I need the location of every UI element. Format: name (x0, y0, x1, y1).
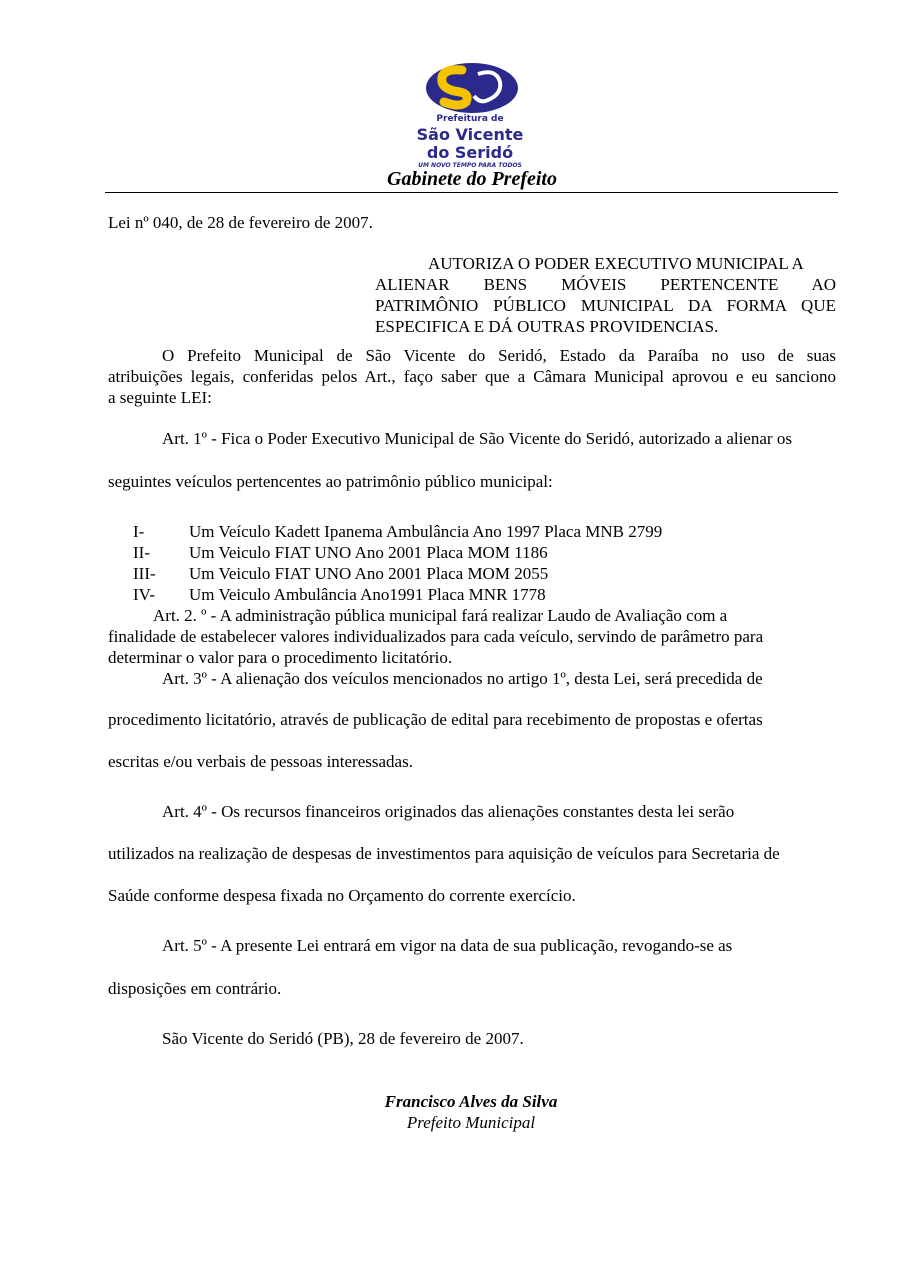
header-divider (105, 192, 838, 193)
ementa-line: AUTORIZA O PODER EXECUTIVO MUNICIPAL A (428, 254, 804, 273)
article-line: seguintes veículos pertencentes ao patrimônio público municipal: (108, 472, 553, 491)
article-line: Art. 3º - A alienação dos veículos mencionados no artigo 1º, desta Lei, será precedida de (162, 669, 763, 688)
logo-slogan: UM NOVO TEMPO PARA TODOS (418, 162, 522, 169)
article-line: Saúde conforme despesa fixada no Orçamento do corrente exercício. (108, 886, 576, 905)
list-item: Um Veiculo FIAT UNO Ano 2001 Placa MOM 2055 (189, 564, 549, 583)
logo-emblem-icon (370, 52, 570, 114)
list-numeral: II- (133, 543, 150, 562)
article-line: Art. 5º - A presente Lei entrará em vigor na data de sua publicação, revogando-se as (162, 936, 733, 955)
article-line: escritas e/ou verbais de pessoas interessadas. (108, 752, 413, 771)
place-date: São Vicente do Seridó (PB), 28 de fevereiro de 2007. (162, 1029, 524, 1048)
signatory-role: Prefeito Municipal (406, 1113, 536, 1132)
preamble-line: O Prefeito Municipal de São Vicente do Seridó, Estado da Paraíba no uso de suas (162, 346, 836, 365)
list-item: Um Veículo Kadett Ipanema Ambulância Ano 1997 Placa MNB 2799 (189, 522, 663, 541)
law-title: Lei nº 040, de 28 de fevereiro de 2007. (108, 213, 373, 232)
municipality-logo (370, 52, 570, 169)
logo-line1: Prefeitura de (436, 114, 504, 124)
article-line: Art. 4º - Os recursos financeiros originados das alienações constantes desta lei serão (162, 802, 735, 821)
article-line: utilizados na realização de despesas de investimentos para aquisição de veículos para Secretaria de (108, 844, 780, 863)
list-numeral: IV- (133, 585, 156, 604)
signatory-name: Francisco Alves da Silva (384, 1092, 558, 1111)
list-numeral: III- (133, 564, 156, 583)
list-numeral: I- (133, 522, 145, 541)
ementa-line: ALIENAR BENS MÓVEIS PERTENCENTE AO (375, 275, 836, 294)
article-line: procedimento licitatório, através de publicação de edital para recebimento de propostas e ofertas (108, 710, 763, 729)
logo-line3: do Seridó (426, 143, 514, 162)
ementa-line: PATRIMÔNIO PÚBLICO MUNICIPAL DA FORMA QUE (375, 296, 836, 315)
article-line: Art. 2. º - A administração pública municipal fará realizar Laudo de Avaliação com a (153, 606, 728, 625)
logo-line2: São Vicente (416, 125, 524, 144)
office-heading: Gabinete do Prefeito (387, 168, 557, 190)
article-line: Art. 1º - Fica o Poder Executivo Municipal de São Vicente do Seridó, autorizado a alienar os (162, 429, 792, 448)
ementa-line: ESPECIFICA E DÁ OUTRAS PROVIDENCIAS. (375, 317, 719, 336)
preamble-line: atribuições legais, conferidas pelos Art., faço saber que a Câmara Municipal aprovou e eu sanciono (108, 367, 836, 386)
article-line: disposições em contrário. (108, 979, 282, 998)
preamble-line: a seguinte LEI: (108, 388, 212, 407)
list-item: Um Veiculo FIAT UNO Ano 2001 Placa MOM 1186 (189, 543, 548, 562)
list-item: Um Veiculo Ambulância Ano1991 Placa MNR 1778 (189, 585, 546, 604)
article-line: finalidade de estabelecer valores individualizados para cada veículo, servindo de parâmetro para (108, 627, 764, 646)
article-line: determinar o valor para o procedimento licitatório. (108, 648, 453, 667)
